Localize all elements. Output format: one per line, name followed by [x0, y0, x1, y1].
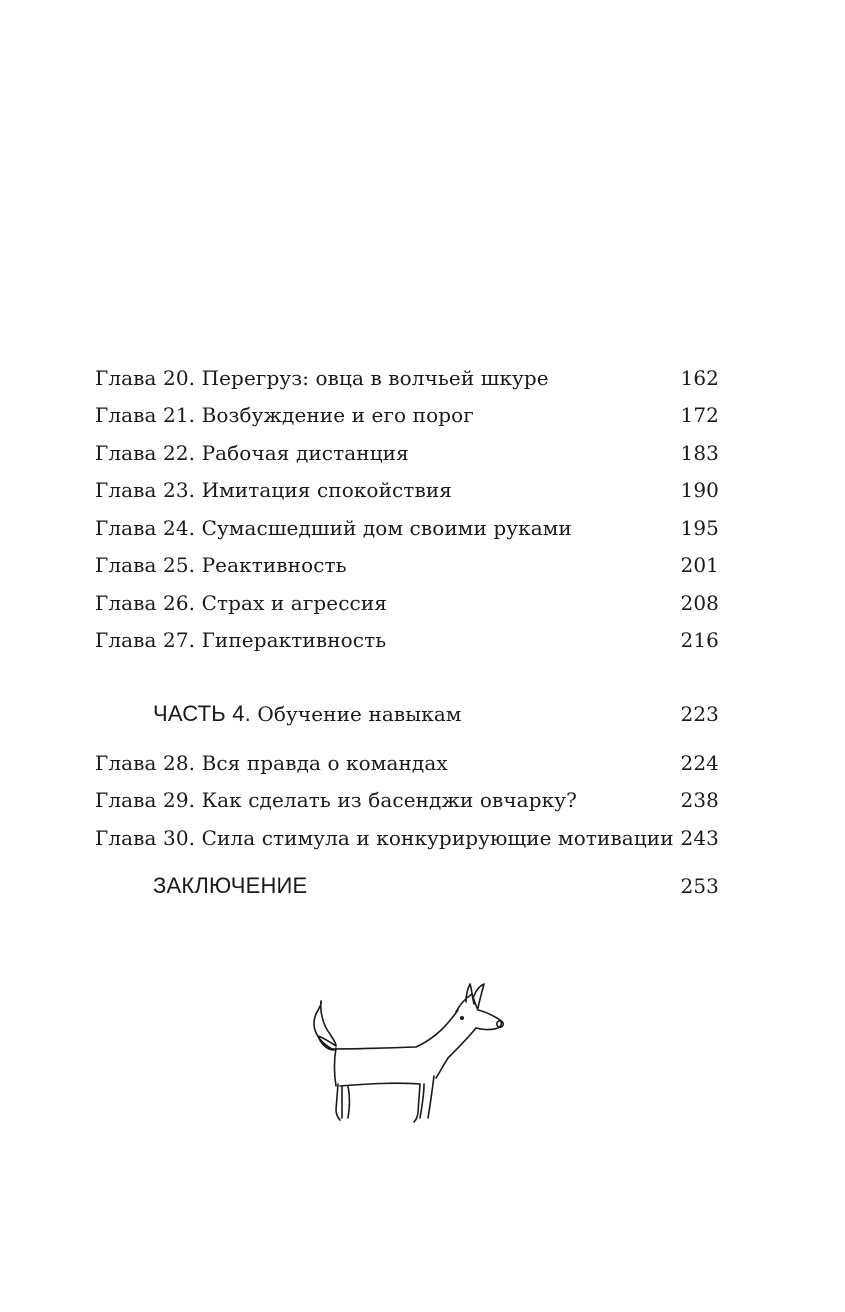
toc-entry-page: 201 — [680, 553, 719, 577]
toc-entry-page: 208 — [680, 591, 719, 615]
toc-entry-page: 223 — [680, 702, 719, 726]
toc-entry-chapter-20[interactable] — [95, 362, 719, 394]
toc-entry-page: 253 — [680, 874, 719, 898]
toc-entry-chapter-22[interactable] — [95, 437, 719, 469]
toc-entry-page: 183 — [680, 441, 719, 465]
toc-entry-title: Глава 20. Перегруз: овца в волчьей шкуре — [95, 366, 549, 390]
toc-entry-page: 238 — [680, 788, 719, 812]
toc-entry-page: 190 — [680, 478, 719, 502]
toc-entry-chapter-30[interactable] — [95, 822, 719, 854]
toc-entry-page: 162 — [680, 366, 719, 390]
toc-conclusion-heading — [95, 870, 307, 902]
toc-entry-title: Глава 24. Сумасшедший дом своими руками — [95, 516, 572, 540]
conclusion-label: ЗАКЛЮЧЕНИЕ — [153, 873, 308, 898]
toc-entry-chapter-24[interactable] — [95, 512, 719, 544]
toc-entry-chapter-26[interactable] — [95, 587, 719, 619]
part-label: ЧАСТЬ 4. — [153, 701, 251, 726]
toc-entry-chapter-21[interactable] — [95, 399, 719, 431]
toc-entry-page: 172 — [680, 403, 719, 427]
toc-entry-part-4[interactable] — [95, 698, 719, 730]
toc-entry-chapter-27[interactable] — [95, 624, 719, 656]
toc-entry-title: Глава 28. Вся правда о командах — [95, 751, 448, 775]
toc-entry-page: 216 — [680, 628, 719, 652]
toc-entry-chapter-23[interactable] — [95, 474, 719, 506]
part-title: Обучение навыкам — [257, 702, 462, 726]
toc-entry-title: Глава 29. Как сделать из басенджи овчарку? — [95, 788, 577, 812]
toc-entry-title: Глава 23. Имитация спокойствия — [95, 478, 452, 502]
toc-entry-title: Глава 21. Возбуждение и его порог — [95, 403, 474, 427]
toc-entry-title: Глава 26. Страх и агрессия — [95, 591, 387, 615]
toc-entry-chapter-25[interactable] — [95, 549, 719, 581]
toc-entry-chapter-29[interactable] — [95, 784, 719, 816]
toc-part-heading — [95, 698, 462, 730]
toc-entry-title: Глава 22. Рабочая дистанция — [95, 441, 409, 465]
toc-entry-title: Глава 30. Сила стимула и конкурирующие мотивации — [95, 826, 674, 850]
toc-entry-page: 195 — [680, 516, 719, 540]
toc-entry-page: 243 — [680, 826, 719, 850]
dog-illustration-icon — [296, 980, 516, 1130]
toc-entry-title: Глава 27. Гиперактивность — [95, 628, 387, 652]
toc-entry-chapter-28[interactable] — [95, 747, 719, 779]
toc-entry-title: Глава 25. Реактивность — [95, 553, 347, 577]
toc-entry-page: 224 — [680, 751, 719, 775]
toc-entry-conclusion[interactable] — [95, 870, 719, 902]
